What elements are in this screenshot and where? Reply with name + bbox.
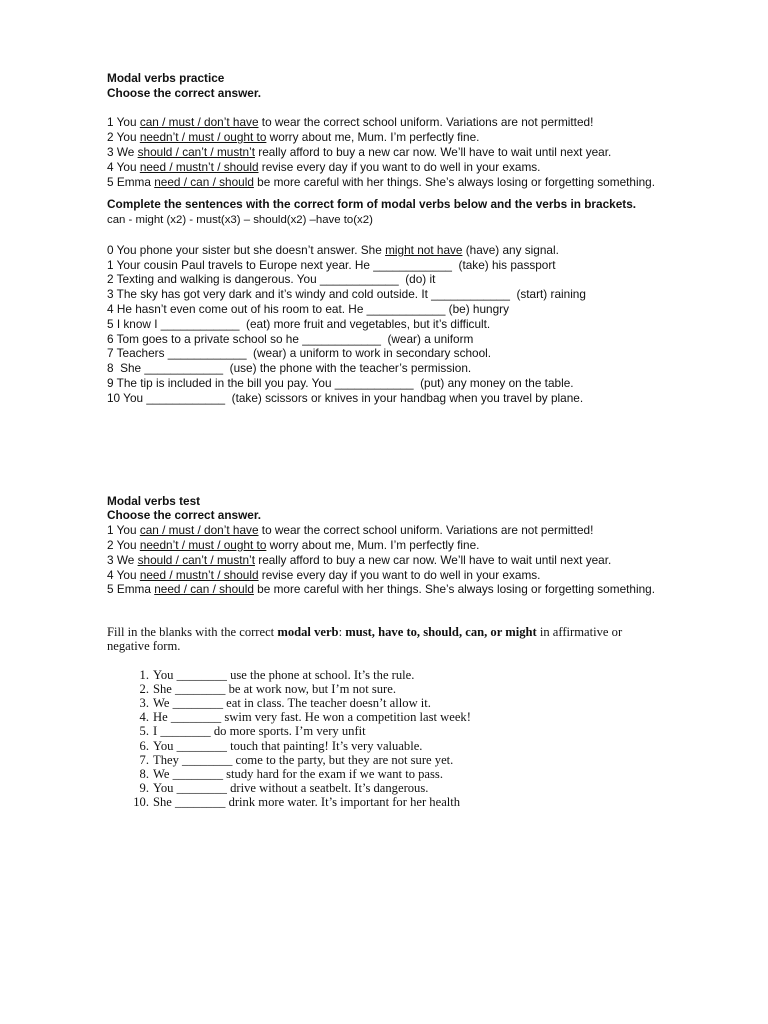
fill-blanks-list — [107, 668, 667, 810]
list-item: 1 Your cousin Paul travels to Europe next year. He ____________ (take) his passport — [107, 257, 556, 272]
list-item: 1. You ________ use the phone at school. It’s the rule. — [139, 667, 415, 682]
list-item: 1 You can / must / don’t have to wear the correct school uniform. Variations are not permitted! — [107, 115, 594, 130]
list-item: 3 We should / can’t / mustn’t really afford to buy a new car now. We’ll have to wait until next year. — [107, 552, 612, 567]
list-item: 2 You needn’t / must / ought to worry about me, Mum. I’m perfectly fine. — [107, 537, 480, 552]
answer-options: needn’t / must / ought to — [139, 130, 267, 145]
practice-title: Modal verbs practice — [107, 71, 225, 85]
answer-options: should / can’t / mustn’t — [137, 552, 255, 567]
list-item: 4 He hasn’t even come out of his room to eat. He ____________ (be) hungry — [107, 301, 510, 316]
list-item: 8. We ________ study hard for the exam if we want to pass. — [139, 766, 443, 781]
list-item: 1 You can / must / don’t have to wear the correct school uniform. Variations are not permitted! — [107, 523, 594, 538]
practice-instruction: Choose the correct answer. — [107, 85, 262, 100]
answer-options: need / mustn’t / should — [139, 159, 259, 174]
test-instruction: Choose the correct answer. — [107, 508, 262, 523]
list-item: 3. We ________ eat in class. The teacher doesn’t allow it. — [139, 695, 431, 710]
list-item: 10. She ________ drink more water. It’s important for her health — [133, 795, 461, 810]
list-item: 7 Teachers ____________ (wear) a uniform to work in secondary school. — [107, 346, 492, 361]
answer-options: need / can / should — [154, 582, 254, 597]
list-item: 4 You need / mustn’t / should revise every day if you want to do well in your exams. — [107, 567, 541, 582]
test-section — [107, 494, 667, 598]
test-items — [107, 523, 667, 597]
practice-section — [107, 71, 667, 189]
fill-blanks-section — [107, 625, 667, 809]
complete-section — [107, 197, 667, 405]
list-item: 4 You need / mustn’t / should revise every day if you want to do well in your exams. — [107, 159, 541, 174]
list-item: 8 She ____________ (use) the phone with the teacher’s permission. — [107, 361, 472, 376]
list-item: 6 Tom goes to a private school so he ____________ (wear) a uniform — [107, 331, 474, 346]
verb-bank: can - might (x2) - must(x3) – should(x2) –have to(x2) — [107, 214, 373, 227]
list-item: 3 We should / can’t / mustn’t really afford to buy a new car now. We’ll have to wait until next year. — [107, 144, 612, 159]
list-item: 5 Emma need / can / should be more careful with her things. She’s always losing or forgetting something. — [107, 582, 655, 597]
fill-blanks-instruction: Fill in the blanks with the correct modal verb: must, have to, should, can, or might in affirmative or negative form. — [107, 625, 623, 654]
answer-options: need / mustn’t / should — [139, 567, 259, 582]
list-item: 10 You ____________ (take) scissors or knives in your handbag when you travel by plane. — [107, 390, 584, 405]
answer-options: needn’t / must / ought to — [139, 537, 267, 552]
list-item: 2 Texting and walking is dangerous. You ____________ (do) it — [107, 272, 436, 287]
practice-items — [107, 115, 667, 189]
example-item: 0 You phone your sister but she doesn’t answer. She might not have (have) any signal. — [107, 242, 559, 257]
list-item: 3 The sky has got very dark and it’s windy and cold outside. It ____________ (start) raining — [107, 287, 586, 302]
list-item: 2 You needn’t / must / ought to worry about me, Mum. I’m perfectly fine. — [107, 130, 480, 145]
list-item: 5 Emma need / can / should be more careful with her things. She’s always losing or forgetting something. — [107, 174, 655, 189]
example-answer: might not have — [385, 242, 463, 257]
list-item: 5. I ________ do more sports. I’m very unfit — [139, 724, 366, 739]
list-item: 6. You ________ touch that painting! It’s very valuable. — [139, 738, 423, 753]
list-item: 9. You ________ drive without a seatbelt. It’s dangerous. — [139, 781, 429, 796]
answer-options: can / must / don’t have — [139, 523, 259, 538]
answer-options: should / can’t / mustn’t — [137, 144, 255, 159]
list-item: 4. He ________ swim very fast. He won a competition last week! — [139, 710, 471, 725]
test-title: Modal verbs test — [107, 493, 201, 508]
complete-instruction: Complete the sentences with the correct form of modal verbs below and the verbs in brackets.can - might (x2) - must(x3) – should(x2) –have to(x2) — [107, 197, 637, 227]
list-item: 2. She ________ be at work now, but I’m not sure. — [139, 681, 396, 696]
answer-options: can / must / don’t have — [139, 115, 259, 130]
worksheet-page — [107, 71, 667, 810]
list-item: 9 The tip is included in the bill you pay. You ____________ (put) any money on the table. — [107, 375, 574, 390]
list-item: 5 I know I ____________ (eat) more fruit and vegetables, but it’s difficult. — [107, 316, 491, 331]
list-item: 7. They ________ come to the party, but they are not sure yet. — [139, 752, 454, 767]
answer-options: need / can / should — [154, 174, 254, 189]
